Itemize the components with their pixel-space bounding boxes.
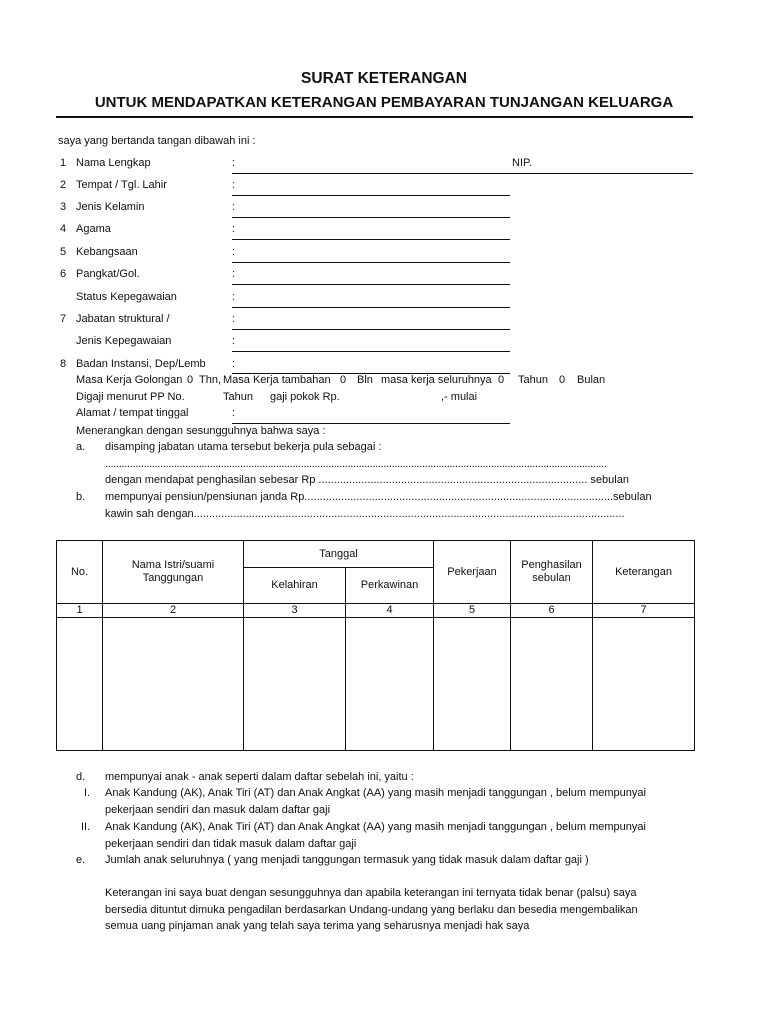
- header-penghasilan: Penghasilan sebulan: [511, 541, 593, 604]
- item-i-text-line1: Anak Kandung (AK), Anak Tiri (AT) dan Anak Angkat (AA) yang masih menjadi tanggungan , belum mempunyai: [105, 787, 646, 799]
- jabatan-line[interactable]: [232, 329, 510, 330]
- jenis-kepegawaian-line[interactable]: [232, 351, 510, 352]
- field-colon: :: [232, 179, 236, 191]
- field-colon: :: [232, 268, 236, 280]
- tahun-value: 0: [498, 374, 505, 386]
- status-line[interactable]: [232, 307, 510, 308]
- closing-line-2: bersedia dituntut dimuka pengadilan berdasarkan Undang-undang yang berlaku dan besedia mengembalikan: [105, 904, 638, 916]
- field-number: 7: [60, 313, 67, 325]
- nama-nip-line[interactable]: [232, 173, 693, 174]
- nip-label: NIP.: [512, 157, 532, 169]
- header-perkawinan: Perkawinan: [346, 568, 434, 604]
- col-number: 3: [244, 604, 346, 618]
- agama-line[interactable]: [232, 239, 510, 240]
- gaji-pokok-label: gaji pokok Rp.: [270, 391, 340, 403]
- item-e-text: Jumlah anak seluruhnya ( yang menjadi tanggungan termasuk yang tidak masuk dalam daftar gaji ): [105, 854, 589, 866]
- col-number: 6: [511, 604, 593, 618]
- field-colon: :: [232, 335, 236, 347]
- field-colon: :: [232, 223, 236, 235]
- col-number: 4: [346, 604, 434, 618]
- field-number: 3: [60, 201, 67, 213]
- tempat-lahir-line[interactable]: [232, 195, 510, 196]
- alamat-label: Alamat / tempat tinggal: [76, 407, 189, 419]
- masa-kerja-golongan-value: 0: [187, 374, 194, 386]
- masa-kerja-seluruhnya-label: masa kerja seluruhnya: [381, 374, 492, 386]
- table-cell[interactable]: [57, 618, 103, 751]
- masa-kerja-label: Masa Kerja Golongan: [76, 374, 183, 386]
- closing-line-1: Keterangan ini saya buat dengan sesungguhnya dan apabila keterangan ini ternyata tidak benar (palsu) saya: [105, 887, 637, 899]
- field-colon: :: [232, 157, 236, 169]
- col-number: 7: [593, 604, 695, 618]
- field-number: 1: [60, 157, 67, 169]
- intro-text: saya yang bertanda tangan dibawah ini :: [58, 135, 256, 147]
- mulai-label: ,- mulai: [441, 391, 478, 403]
- item-b-kawin: kawin sah dengan.............................................................................................................................................: [105, 508, 625, 520]
- field-colon: :: [232, 313, 236, 325]
- field-label-kebangsaan: Kebangsaan: [76, 246, 138, 258]
- title-rule: [56, 116, 693, 118]
- header-pekerjaan: Pekerjaan: [434, 541, 511, 604]
- field-colon: :: [232, 291, 236, 303]
- table-cell[interactable]: [434, 618, 511, 751]
- field-colon: :: [232, 201, 236, 213]
- field-colon: :: [232, 407, 236, 419]
- document-title: SURAT KETERANGAN: [301, 70, 467, 87]
- header-nama: Nama Istri/suami Tanggungan: [103, 541, 244, 604]
- col-number: 5: [434, 604, 511, 618]
- jenis-kelamin-line[interactable]: [232, 217, 510, 218]
- bln-label: Bln: [357, 374, 373, 386]
- item-i-text-line2: pekerjaan sendiri dan masuk dalam daftar gaji: [105, 804, 331, 816]
- digaji-label: Digaji menurut PP No.: [76, 391, 185, 403]
- header-kelahiran: Kelahiran: [244, 568, 346, 604]
- field-label-pangkat: Pangkat/Gol.: [76, 268, 140, 280]
- table-cell[interactable]: [346, 618, 434, 751]
- field-label-badan-instansi: Badan Instansi, Dep/Lemb: [76, 358, 206, 370]
- field-number: 4: [60, 223, 67, 235]
- header-keterangan: Keterangan: [593, 541, 695, 604]
- field-label-agama: Agama: [76, 223, 111, 235]
- pangkat-line[interactable]: [232, 284, 510, 285]
- item-ii-text-line1: Anak Kandung (AK), Anak Tiri (AT) dan Anak Angkat (AA) yang masih menjadi tanggungan , belum mempunyai: [105, 821, 646, 833]
- masa-kerja-tambahan-label: Masa Kerja tambahan: [223, 374, 331, 386]
- item-ii-text-line2: pekerjaan sendiri dan tidak masuk dalam daftar gaji: [105, 838, 357, 850]
- field-number: 6: [60, 268, 67, 280]
- item-a-income: dengan mendapat penghasilan sebesar Rp ........................................................................................ sebulan: [105, 474, 629, 486]
- field-colon: :: [232, 358, 236, 370]
- bulan-value: 0: [559, 374, 566, 386]
- closing-line-3: semua uang pinjaman anak yang telah saya terima yang seharusnya menjadi hak saya: [105, 920, 530, 932]
- tahun-label: Tahun: [518, 374, 548, 386]
- field-label-jenis-kepegawaian: Jenis Kepegawaian: [76, 335, 172, 347]
- item-a-marker: a.: [76, 441, 86, 453]
- document-subtitle: UNTUK MENDAPATKAN KETERANGAN PEMBAYARAN TUNJANGAN KELUARGA: [94, 94, 674, 111]
- table-cell[interactable]: [244, 618, 346, 751]
- table-row: [57, 618, 695, 751]
- field-number: 5: [60, 246, 67, 258]
- item-d-marker: d.: [76, 771, 86, 783]
- field-label-jabatan: Jabatan struktural /: [76, 313, 170, 325]
- item-a-text: disamping jabatan utama tersebut bekerja pula sebagai :: [105, 441, 382, 453]
- header-no: No.: [57, 541, 103, 604]
- table-cell[interactable]: [103, 618, 244, 751]
- item-ii-marker: II.: [81, 821, 91, 833]
- item-d-text: mempunyai anak - anak seperti dalam daftar sebelah ini, yaitu :: [105, 771, 414, 783]
- bulan-label: Bulan: [577, 374, 606, 386]
- dependents-table: [56, 540, 695, 751]
- header-tanggal: Tanggal: [244, 541, 434, 568]
- thn-label: Thn,: [199, 374, 222, 386]
- digaji-tahun-label: Tahun: [223, 391, 253, 403]
- masa-kerja-tambahan-value: 0: [340, 374, 347, 386]
- item-e-marker: e.: [76, 854, 86, 866]
- field-number: 2: [60, 179, 67, 191]
- table-cell[interactable]: [511, 618, 593, 751]
- alamat-line[interactable]: [232, 423, 510, 424]
- field-label-jenis-kelamin: Jenis Kelamin: [76, 201, 145, 213]
- col-number: 2: [103, 604, 244, 618]
- menerangkan-text: Menerangkan dengan sesungguhnya bahwa saya :: [76, 425, 326, 437]
- col-number: 1: [57, 604, 103, 618]
- field-label-tempat-lahir: Tempat / Tgl. Lahir: [76, 179, 167, 191]
- item-b-text: mempunyai pensiun/pensiunan janda Rp.....................................................................................................sebulan: [105, 491, 652, 503]
- item-b-marker: b.: [76, 491, 86, 503]
- table-cell[interactable]: [593, 618, 695, 751]
- item-a-dots: ......................................................................................................................................................................................: [105, 458, 607, 470]
- field-number: 8: [60, 358, 67, 370]
- field-label-nama: Nama Lengkap: [76, 157, 151, 169]
- kebangsaan-line[interactable]: [232, 262, 510, 263]
- field-colon: :: [232, 246, 236, 258]
- field-label-status: Status Kepegawaian: [76, 291, 177, 303]
- item-i-marker: I.: [84, 787, 91, 799]
